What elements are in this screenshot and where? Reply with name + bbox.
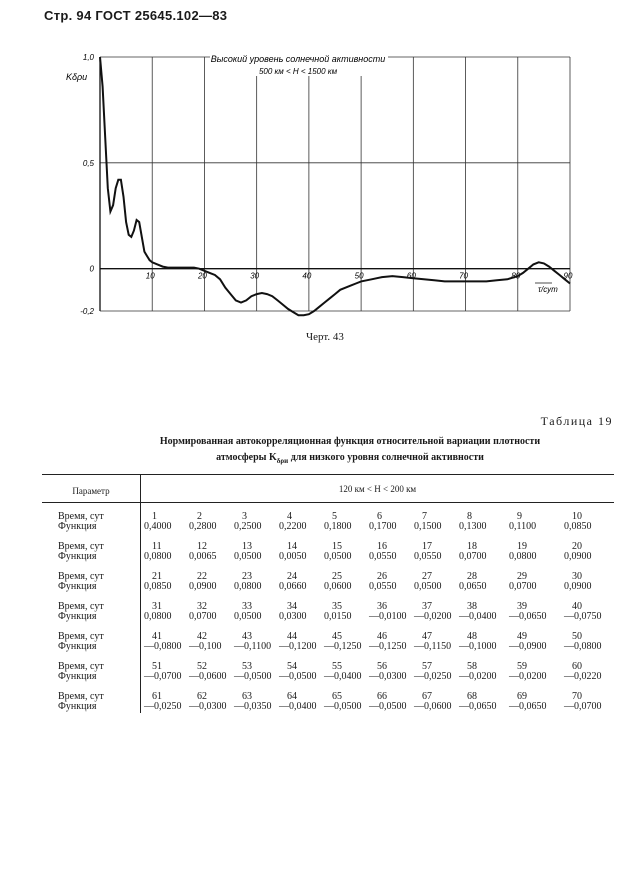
chart-subtitle: 500 км < H < 1500 км	[258, 67, 338, 76]
parameter-header: Параметр	[72, 486, 110, 496]
cell-value: —0,0200	[414, 611, 452, 622]
cell-value: —0,0650	[509, 701, 547, 712]
cell-time: 26	[377, 571, 387, 582]
cell-time: 20	[572, 541, 582, 552]
cell-value: 0,4000	[144, 521, 172, 532]
cell-value: 0,0500	[414, 581, 442, 592]
table-cell	[509, 511, 561, 532]
cell-time: 29	[517, 571, 527, 582]
cell-value: 0,0800	[509, 551, 537, 562]
table-top-rule	[42, 474, 614, 475]
cell-time: 44	[287, 631, 297, 642]
cell-time: 54	[287, 661, 297, 672]
cell-time: 46	[377, 631, 387, 642]
cell-value: —0,0650	[459, 701, 497, 712]
y-tick-label: 1,0	[82, 53, 94, 62]
cell-time: 30	[572, 571, 582, 582]
cell-time: 27	[422, 571, 432, 582]
cell-time: 28	[467, 571, 477, 582]
cell-value: —0,0300	[369, 671, 407, 682]
cell-time: 12	[197, 541, 207, 552]
cell-time: 52	[197, 661, 207, 672]
table-cell	[564, 571, 616, 592]
cell-value: 0,1100	[509, 521, 537, 532]
cell-time: 21	[152, 571, 162, 582]
table-cell	[509, 631, 561, 652]
cell-value: 0,1500	[414, 521, 442, 532]
cell-time: 7	[422, 511, 427, 522]
x-tick-label: 10	[145, 271, 155, 281]
row-label-time: Время, сут	[58, 571, 104, 582]
table-cell	[564, 661, 616, 682]
cell-time: 47	[422, 631, 432, 642]
cell-value: —0,0220	[564, 671, 602, 682]
x-tick-label: 60	[406, 271, 416, 281]
cell-value: —0,0700	[564, 701, 602, 712]
altitude-condition-header: 120 км < H < 200 км	[338, 484, 417, 494]
cell-value: —0,0200	[509, 671, 547, 682]
table-cell	[459, 541, 511, 562]
cell-value: —0,0400	[279, 701, 317, 712]
table-cell	[459, 691, 511, 712]
cell-time: 2	[197, 511, 202, 522]
table-cell	[564, 511, 616, 532]
cell-time: 49	[517, 631, 527, 642]
table-cell	[459, 511, 511, 532]
cell-time: 39	[517, 601, 527, 612]
row-label-function: Функция	[58, 581, 97, 592]
cell-value: 0,0065	[189, 551, 217, 562]
cell-time: 38	[467, 601, 477, 612]
cell-time: 4	[287, 511, 292, 522]
cell-time: 11	[152, 541, 162, 552]
table-cell	[509, 691, 561, 712]
row-label-time: Время, сут	[58, 631, 104, 642]
cell-value: —0,0800	[564, 641, 602, 652]
cell-time: 19	[517, 541, 527, 552]
cell-time: 70	[572, 691, 582, 702]
cell-time: 58	[467, 661, 477, 672]
cell-time: 42	[197, 631, 207, 642]
cell-time: 24	[287, 571, 297, 582]
chart-axes	[100, 57, 570, 311]
cell-value: 0,0650	[459, 581, 487, 592]
cell-time: 3	[242, 511, 247, 522]
cell-time: 34	[287, 601, 297, 612]
cell-value: —0,0200	[459, 671, 497, 682]
cell-value: 0,0150	[324, 611, 352, 622]
cell-value: —0,1000	[459, 641, 497, 652]
cell-time: 31	[152, 601, 162, 612]
chart-title: Высокий уровень солнечной активности	[210, 54, 386, 64]
x-tick-label: 30	[250, 271, 260, 281]
cell-value: —0,1100	[234, 641, 272, 652]
row-label-function: Функция	[58, 641, 97, 652]
cell-time: 35	[332, 601, 342, 612]
table-title-line2-end: для низкого уровня солнечной активности	[290, 452, 484, 463]
cell-value: 0,0900	[564, 581, 592, 592]
table-cell	[564, 631, 616, 652]
cell-value: 0,0500	[234, 611, 262, 622]
row-label-function: Функция	[58, 611, 97, 622]
cell-value: —0,0750	[564, 611, 602, 622]
cell-time: 45	[332, 631, 342, 642]
series-line	[100, 57, 570, 315]
cell-value: —0,0100	[369, 611, 407, 622]
cell-time: 53	[242, 661, 252, 672]
cell-value: —0,0500	[234, 671, 272, 682]
cell-value: —0,0600	[189, 671, 227, 682]
x-tick-label: 90	[563, 271, 573, 281]
row-label-time: Время, сут	[58, 691, 104, 702]
cell-time: 63	[242, 691, 252, 702]
cell-value: 0,0550	[369, 581, 397, 592]
cell-value: —0,1200	[279, 641, 317, 652]
cell-value: —0,0500	[369, 701, 407, 712]
row-label-time: Время, сут	[58, 511, 104, 522]
cell-value: —0,0350	[234, 701, 272, 712]
cell-value: 0,0700	[459, 551, 487, 562]
table-title-line1: Нормированная автокорреляционная функция относительной вариации плотности	[159, 436, 541, 447]
cell-time: 32	[197, 601, 207, 612]
y-tick-label: -0,2	[80, 307, 94, 316]
cell-time: 5	[332, 511, 337, 522]
cell-time: 65	[332, 691, 342, 702]
cell-time: 25	[332, 571, 342, 582]
table-header-rule	[42, 502, 614, 503]
cell-time: 48	[467, 631, 477, 642]
table-title	[130, 434, 570, 469]
cell-time: 51	[152, 661, 162, 672]
page-header: Стр. 94 ГОСТ 25645.102—83	[44, 8, 228, 23]
cell-time: 59	[517, 661, 527, 672]
cell-time: 14	[287, 541, 297, 552]
table-cell	[459, 571, 511, 592]
cell-value: 0,0800	[144, 551, 172, 562]
cell-value: —0,0900	[509, 641, 547, 652]
autocorrelation-chart	[0, 0, 627, 330]
cell-value: 0,0300	[279, 611, 307, 622]
cell-value: —0,0650	[509, 611, 547, 622]
cell-value: —0,0400	[324, 671, 362, 682]
row-label-function: Функция	[58, 701, 97, 712]
cell-time: 36	[377, 601, 387, 612]
chart-grid	[100, 57, 570, 311]
table-cell	[564, 691, 616, 712]
cell-value: 0,0700	[189, 611, 217, 622]
cell-time: 15	[332, 541, 342, 552]
cell-time: 1	[152, 511, 157, 522]
cell-time: 41	[152, 631, 162, 642]
cell-value: —0,0700	[144, 671, 182, 682]
cell-time: 62	[197, 691, 207, 702]
cell-time: 23	[242, 571, 252, 582]
cell-value: —0,1250	[324, 641, 362, 652]
cell-time: 10	[572, 511, 582, 522]
cell-time: 57	[422, 661, 432, 672]
row-label-time: Время, сут	[58, 661, 104, 672]
x-tick-label: 20	[197, 271, 207, 281]
cell-value: 0,0850	[564, 521, 592, 532]
x-tick-label: 50	[354, 271, 364, 281]
cell-value: —0,0600	[414, 701, 452, 712]
chart-tick-labels	[80, 53, 573, 316]
row-label-function: Функция	[58, 521, 97, 532]
cell-time: 60	[572, 661, 582, 672]
cell-value: 0,0900	[564, 551, 592, 562]
cell-value: —0,1250	[369, 641, 407, 652]
cell-time: 9	[517, 511, 522, 522]
cell-value: 0,0500	[234, 551, 262, 562]
x-tick-label: 40	[302, 271, 312, 281]
table-title-subscript: δρи	[276, 457, 289, 465]
cell-value: —0,0250	[414, 671, 452, 682]
table-cell	[509, 661, 561, 682]
cell-value: 0,0900	[189, 581, 217, 592]
cell-value: 0,0850	[144, 581, 172, 592]
cell-time: 61	[152, 691, 162, 702]
cell-time: 6	[377, 511, 382, 522]
x-tick-label: 70	[459, 271, 469, 281]
cell-time: 66	[377, 691, 387, 702]
table-cell	[459, 631, 511, 652]
cell-time: 8	[467, 511, 472, 522]
cell-time: 64	[287, 691, 297, 702]
cell-time: 68	[467, 691, 477, 702]
figure-caption: Черт. 43	[306, 331, 344, 343]
cell-time: 55	[332, 661, 342, 672]
table-title-line2	[130, 450, 570, 469]
cell-time: 40	[572, 601, 582, 612]
cell-value: —0,0400	[459, 611, 497, 622]
cell-time: 43	[242, 631, 252, 642]
cell-value: —0,0800	[144, 641, 182, 652]
cell-value: 0,0660	[279, 581, 307, 592]
cell-time: 33	[242, 601, 252, 612]
cell-time: 17	[422, 541, 432, 552]
table-cell	[509, 541, 561, 562]
table-cell	[509, 571, 561, 592]
table-cell	[564, 601, 616, 622]
cell-time: 13	[242, 541, 252, 552]
cell-value: —0,0500	[324, 701, 362, 712]
cell-value: 0,2800	[189, 521, 217, 532]
cell-time: 69	[517, 691, 527, 702]
cell-time: 22	[197, 571, 207, 582]
cell-time: 67	[422, 691, 432, 702]
y-axis-label: Kδρи	[66, 72, 88, 82]
cell-value: 0,0700	[509, 581, 537, 592]
table-cell	[509, 601, 561, 622]
table-cell	[564, 541, 616, 562]
cell-value: 0,1800	[324, 521, 352, 532]
cell-value: 0,2500	[234, 521, 262, 532]
cell-value: —0,0300	[189, 701, 227, 712]
table-column-divider	[140, 474, 141, 713]
row-label-time: Время, сут	[58, 601, 104, 612]
cell-value: 0,2200	[279, 521, 307, 532]
cell-value: 0,0550	[414, 551, 442, 562]
x-axis-label: τ/сут	[538, 285, 558, 294]
cell-time: 18	[467, 541, 477, 552]
x-tick-label: 80	[511, 271, 521, 281]
cell-value: 0,0550	[369, 551, 397, 562]
cell-value: 0,1700	[369, 521, 397, 532]
cell-value: 0,0500	[324, 551, 352, 562]
y-tick-label: 0	[89, 264, 94, 274]
row-label-function: Функция	[58, 671, 97, 682]
cell-time: 16	[377, 541, 387, 552]
cell-value: 0,0050	[279, 551, 307, 562]
cell-value: —0,0500	[279, 671, 317, 682]
table-number: Таблица 19	[540, 414, 613, 428]
cell-value: 0,0800	[234, 581, 262, 592]
cell-value: 0,1300	[459, 521, 487, 532]
cell-value: —0,100	[189, 641, 222, 652]
y-tick-label: 0,5	[82, 158, 94, 168]
row-label-time: Время, сут	[58, 541, 104, 552]
row-label-function: Функция	[58, 551, 97, 562]
cell-value: 0,0800	[144, 611, 172, 622]
cell-value: 0,0600	[324, 581, 352, 592]
cell-value: —0,1150	[414, 641, 452, 652]
cell-time: 37	[422, 601, 432, 612]
table-title-line2-start: атмосферы K	[216, 452, 277, 463]
cell-value: —0,0250	[144, 701, 182, 712]
table-cell	[459, 601, 511, 622]
cell-time: 56	[377, 661, 387, 672]
table-cell	[459, 661, 511, 682]
cell-time: 50	[572, 631, 582, 642]
